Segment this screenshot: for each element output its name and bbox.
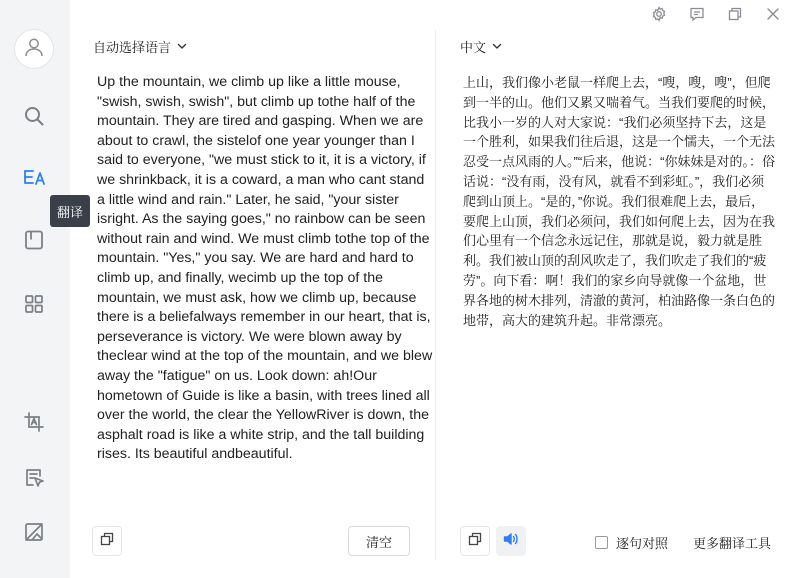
restore-icon[interactable]	[716, 4, 754, 24]
search-icon[interactable]	[18, 100, 50, 132]
feedback-icon[interactable]	[678, 4, 716, 24]
translate-icon[interactable]	[18, 162, 50, 194]
parallel-toggle[interactable]	[595, 533, 668, 552]
close-icon[interactable]	[754, 4, 792, 24]
more-tools-link[interactable]: 更多翻译工具	[693, 536, 772, 551]
parallel-checkbox[interactable]	[595, 536, 608, 549]
source-text-area[interactable]: Up the mountain, we climb up like a little mouse, "swish, swish, swish", but climb up tothe half of the mountain. They are tired and gasping. When we are about to crawl, the sistelof one year younger than I said to everyone, "we must stick to it, it is a victory, if we shrinkback, it is a coward, a man who cant stand a little wind and rain." Later, he said, "your sister isright. As the saying goes," no rainbow can be seen without rain and wind. We must climb tothe top of the mountain. "Yes," you say. We are hard and hard to climb up, and finally, wecimb up the top of the mountain, we must ask, how we climb up, because there is a beliefalways remember in our heart, that is, perseverance is victory. We were blown away by theclear wind at the top of the mountain, and we blew away the "fatigue" on us. Look down: ah!Our hometown of Guide is like a basin, with trees lined all over the world, the clear the YellowRiver is down, the asphalt road is like a white strip, and the tall building rises. Its beautiful andbeautiful.	[97, 74, 433, 463]
copy-source-button[interactable]	[92, 526, 122, 556]
avatar-icon	[23, 36, 45, 63]
translate-tooltip: 翻译	[50, 195, 90, 227]
speaker-icon	[503, 532, 519, 551]
copy-icon	[100, 532, 114, 551]
no-image-icon[interactable]	[18, 516, 50, 548]
window-controls	[640, 4, 792, 24]
apps-grid-icon[interactable]	[18, 288, 50, 320]
chevron-down-icon	[492, 39, 502, 54]
settings-icon[interactable]	[640, 4, 678, 24]
speak-button[interactable]	[496, 526, 526, 556]
select-translate-icon[interactable]	[18, 462, 50, 494]
pane-divider	[435, 30, 436, 560]
copy-target-button[interactable]	[460, 526, 490, 556]
target-language-label: 中文	[460, 39, 487, 55]
target-pane	[449, 30, 789, 570]
screenshot-translate-icon[interactable]	[18, 406, 50, 438]
sidebar	[0, 0, 83, 578]
source-language-label: 自动选择语言	[93, 39, 172, 55]
avatar[interactable]	[14, 29, 54, 69]
source-pane	[82, 30, 435, 570]
parallel-label: 逐句对照	[616, 536, 669, 551]
clear-button[interactable]: 清空	[348, 526, 410, 556]
source-language-select[interactable]	[93, 36, 187, 56]
target-language-select[interactable]	[460, 36, 502, 56]
chevron-down-icon	[177, 39, 187, 54]
book-icon[interactable]	[18, 224, 50, 256]
copy-icon	[468, 532, 482, 551]
target-text-area: 上山，我们像小老鼠一样爬上去，“嗖，嗖，嗖”，但爬到一半的山。他们又累又喘着气。当我们要爬的时候，比我小一岁的人对大家说：“我们必须坚持下去，这是一个胜利，如果我们往后退，这是一个懦夫，一个无法忍受一点风雨的人。”“后来，他说：“你妹妹是对的。：俗话说：“没有雨，没有风，就看不到彩虹。”，我们必须爬到山顶上。“是的，”你说。我们很难爬上去，最后，要爬上山顶，我们必须问，我们如何爬上去，因为在我们心里有一个信念永远记住，那就是说，毅力就是胜利。我们被山顶的刮风吹走了，我们吹走了我们的“疲劳”。向下看：啊！我们的家乡向导就像一个盆地，世界各地的树木排列，清澈的黄河，柏油路像一条白色的地带，高大的建筑升起。非常漂亮。	[463, 75, 776, 328]
